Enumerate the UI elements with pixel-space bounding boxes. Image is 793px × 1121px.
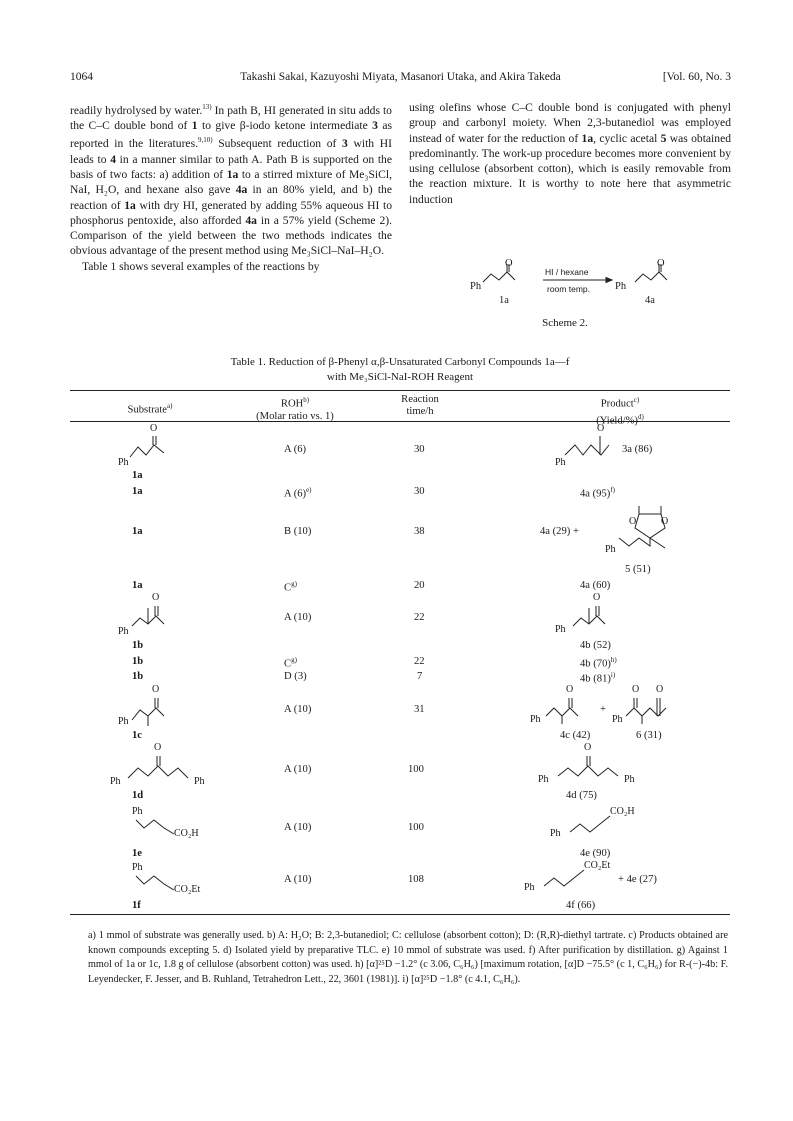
row-11-substrate: 1f: [132, 900, 141, 911]
scheme-o-right: O: [657, 258, 665, 269]
scheme-ph-left: Ph: [470, 281, 482, 292]
row-4-roh: $C^{g)}$: [284, 580, 297, 594]
row-1-roh: A (6): [284, 444, 307, 455]
row-11-time: 108: [408, 874, 424, 885]
scheme-caption: Scheme 2.: [542, 317, 588, 329]
row-9-roh: A (10): [284, 764, 312, 775]
product-structure-3a: Ph O: [555, 425, 625, 470]
row-4-product: 4a (60): [580, 580, 611, 591]
product-structure-4f: Ph CO₂Et: [524, 860, 611, 893]
table-caption-line-2: with Me₃SiCl-NaI-ROH Reagent: [326, 371, 474, 383]
left-column: [70, 100, 392, 274]
row-10-roh: A (10): [284, 822, 312, 833]
product-structure-4b: Ph O: [555, 594, 635, 643]
product-structure-4e: Ph CO₂H: [550, 806, 635, 839]
running-head-volume: [Vol. 60, No. 3: [662, 71, 731, 83]
row-1-time: 30: [414, 444, 425, 455]
row-8-substrate: 1c: [132, 730, 142, 741]
product-structure-4d: Ph O Ph: [538, 742, 635, 785]
row-5-product: 4b (52): [580, 640, 611, 651]
row-6-roh: $C^{g)}$: [284, 656, 297, 670]
row-1-substrate: 1a: [132, 470, 143, 481]
right-paragraph-1: using olefins whose C–C double bond is conjugated with phenyl group and carbonyl moiety. When 2,3-butanediol was employed instead of water for the reduction of 1a, cyclic acetal 5 was obtained predominantly. The work-up procedure becomes more convenient by using cellulose (absorbent cotton), which is easily removable from the reaction mixture. It is worthy to note here that asymmetric induction: [409, 101, 732, 206]
row-7-roh: D (3): [284, 671, 307, 682]
table-top-rule: [70, 390, 730, 391]
running-head-authors: Takashi Sakai, Kazuyoshi Miyata, Masanori Utaka, and Akira Takeda: [240, 71, 561, 83]
product-structure-6: Ph O O: [612, 686, 692, 735]
row-2-roh: A $(6)^{e)}$: [284, 486, 312, 500]
header-substrate: Substrate$^{a)}$: [127, 402, 173, 416]
substrate-structure-1f: Ph CO₂Et: [132, 862, 201, 895]
scheme-start-label: 1a: [499, 295, 509, 306]
right-column: [409, 100, 731, 207]
row-6-product: 4b $(70)^{h)}$: [580, 656, 617, 670]
header-product: Product$^{c)}$ (Yield/%)$^{d)}$: [596, 396, 644, 427]
row-3-product: 4a (29) +: [540, 526, 579, 537]
row-11-product-2: + 4e (27): [618, 874, 657, 885]
row-9-product: 4d (75): [566, 790, 597, 801]
row-3-roh: B (10): [284, 526, 312, 537]
row-10-time: 100: [408, 822, 424, 833]
row-7-substrate: 1b: [132, 671, 144, 682]
row-10-substrate: 1e: [132, 848, 142, 859]
row-2-product: 4a $(95)^{f)}$: [580, 486, 615, 500]
table-caption-line-1: Table 1. Reduction of β-Phenyl α,β-Unsaturated Carbonyl Compounds 1a—f: [230, 356, 570, 368]
row-5-substrate: 1b: [132, 640, 144, 651]
row-9-time: 100: [408, 764, 424, 775]
left-paragraph-2: Table 1 shows several examples of the reactions by: [82, 259, 320, 273]
row-8-product-2: 6 (31): [636, 730, 662, 741]
substrate-structure-1a: Ph O: [118, 425, 198, 470]
scheme-o-left: O: [505, 258, 513, 269]
row-4-substrate: 1a: [132, 580, 143, 591]
scheme-reagent-top: HI / hexane: [545, 267, 589, 277]
scheme-reagent-bottom: room temp.: [547, 284, 590, 294]
row-2-time: 30: [414, 486, 425, 497]
product-structure-4c: Ph O: [530, 686, 600, 735]
page-number: 1064: [70, 71, 93, 83]
scheme-2-drawing: [455, 258, 725, 318]
row-2-substrate: 1a: [132, 486, 143, 497]
scheme-ph-right: Ph: [615, 281, 627, 292]
running-head: [70, 71, 731, 87]
row-11-product: 4f (66): [566, 900, 596, 911]
row-6-time: 22: [414, 656, 425, 667]
row-6-substrate: 1b: [132, 656, 144, 667]
product-structure-5: O O Ph: [605, 516, 669, 555]
row-7-time: 7: [417, 671, 423, 682]
row-8-plus: +: [600, 704, 606, 715]
row-1-product: 3a (86): [622, 444, 653, 455]
header-roh: ROH$^{b)}$ (Molar ratio vs. 1): [256, 396, 334, 422]
footnote-text: a) 1 mmol of substrate was generally used. b) A: H₂O; B: 2,3-butanediol; C: cellulose (absorbent cotton); D: (R,R)-diethyl tartrate. c) Products obtained are known compounds excepting 5. d) Isolated yield by preparative TLC. e) 10 mmol of substrate was used. f) After purification by distillation. g) Against 1 mmol of 1a or 1c, 1.8 g of cellulose (absorbent cotton) was used. h) [α]²⁵D −1.2° (c 3.06, C₆H₆) [maximum rotation, [α]D −75.5° (c 1, C₆H₆) for R-(−)-4b: F. Leyendecker, F. Jesser, and B. Ruhland, Tetrahedron Lett., 22, 3601 (1981)]. i) [α]²⁵D −1.8° (c 4.1, C₆H₆).: [88, 930, 729, 985]
row-4-time: 20: [414, 580, 425, 591]
row-11-roh: A (10): [284, 874, 312, 885]
row-8-time: 31: [414, 704, 425, 715]
row-8-roh: A (10): [284, 704, 312, 715]
row-3-substrate: 1a: [132, 526, 143, 537]
table-footnotes: [88, 929, 728, 987]
row-3-product-2: 5 (51): [625, 564, 651, 575]
row-5-time: 22: [414, 612, 425, 623]
row-9-substrate: 1d: [132, 790, 144, 801]
row-3-time: 38: [414, 526, 425, 537]
substrate-structure-1d: Ph O Ph: [110, 742, 205, 787]
row-8-product: 4c (42): [560, 730, 591, 741]
row-7-product: 4b $(81)^{i)}$: [580, 671, 616, 685]
substrate-structure-1b: Ph O: [118, 594, 198, 643]
scheme-product-label: 4a: [645, 295, 655, 306]
header-time: Reaction time/h: [401, 394, 439, 417]
row-5-roh: A (10): [284, 612, 312, 623]
substrate-structure-1e: Ph CO₂H: [132, 806, 199, 839]
table-bottom-rule: [70, 914, 730, 915]
row-10-product: 4e (90): [580, 848, 611, 859]
left-paragraph-1: readily hydrolysed by water.$^{13)}$ In path B, HI generated in situ adds to the C–C double bond of 1 to give β-iodo ketone intermediate 3 as reported in the literatures.$^{9,10)}$ Subsequent reduction of 3 with HI leads to 4 in a manner similar to path A. Path B is supported on the basis of two facts: a) addition of 1a to a stirred mixture of Me₃SiCl, NaI, H₂O, and hexane also gave 4a in an 80% yield, and b) the reaction of 1a with dry HI, generated by adding 55% aqueous HI to phosphorus pentoxide, also afforded 4a in a 57% yield (Scheme 2). Comparison of the yield between the two methods indicates the obvious advantage of the present method using Me₃SiCl–NaI–H₂O.: [70, 103, 393, 258]
substrate-structure-1c: Ph O: [118, 686, 198, 735]
